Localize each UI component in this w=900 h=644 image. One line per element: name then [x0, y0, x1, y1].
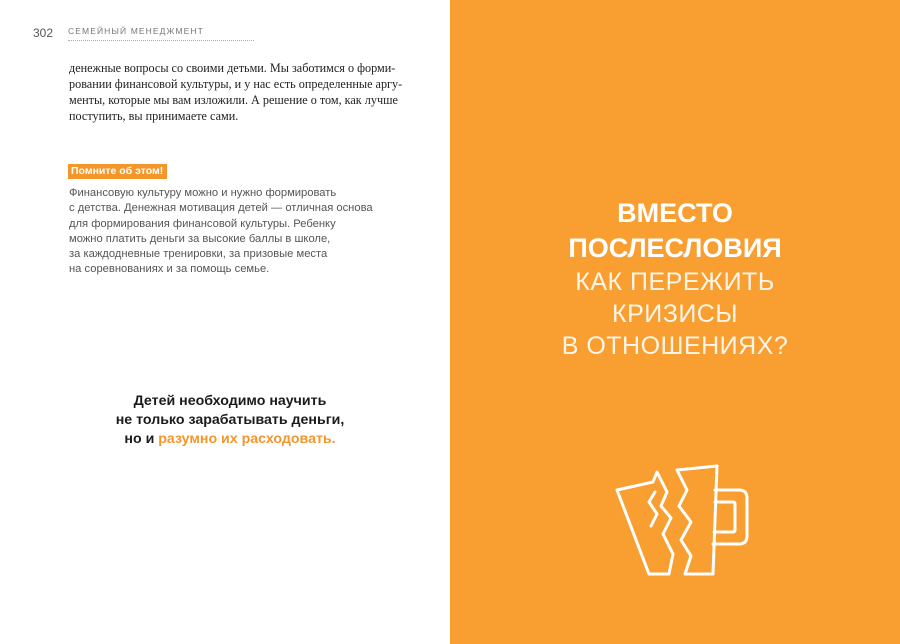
chapter-subtitle-line: КРИЗИСЫ — [612, 300, 738, 328]
chapter-title — [450, 196, 900, 362]
body-paragraph — [69, 60, 403, 124]
tip-line: можно платить деньги за высокие баллы в школе, — [69, 232, 331, 245]
tip-line: с детства. Денежная мотивация детей — отличная основа — [69, 202, 373, 215]
pull-quote — [60, 392, 400, 449]
remember-label: Помните об этом! — [68, 164, 167, 179]
chapter-subtitle-line: КАК ПЕРЕЖИТЬ — [575, 268, 775, 296]
tip-line: за каждодневные тренировки, за призовые места — [69, 248, 328, 261]
tip-line: Финансовую культуру можно и нужно формировать — [69, 187, 337, 199]
quote-line-last — [60, 430, 400, 449]
running-head: СЕМЕЙНЫЙ МЕНЕДЖМЕНТ — [68, 26, 254, 41]
tip-line: для формирования финансовой культуры. Ребенку — [69, 217, 336, 230]
chapter-subtitle-line: В ОТНОШЕНИЯХ? — [561, 332, 789, 360]
broken-mug-icon — [605, 462, 755, 582]
body-line: ровании финансовой культуры, и у нас есть определенные аргу- — [69, 77, 403, 91]
quote-line: Детей необходимо научить — [133, 393, 327, 409]
chapter-title-bold-line: ВМЕСТО — [617, 198, 733, 228]
body-line: поступить, вы принимаете сами. — [69, 109, 239, 123]
tip-paragraph — [69, 186, 399, 278]
page-number: 302 — [33, 26, 54, 40]
quote-line-prefix: но и — [124, 431, 159, 447]
quote-line: не только зарабатывать деньги, — [115, 412, 345, 428]
body-line: денежные вопросы со своими детьми. Мы заботимся о форми- — [69, 61, 396, 75]
quote-accent-text: разумно их расходовать. — [158, 431, 336, 447]
right-page — [450, 0, 900, 644]
tip-line: на соревнованиях и за помощь семье. — [69, 263, 270, 276]
chapter-title-bold-line: ПОСЛЕСЛОВИЯ — [568, 233, 782, 263]
body-line: менты, которые мы вам изложили. А решение о том, как лучше — [69, 93, 398, 107]
